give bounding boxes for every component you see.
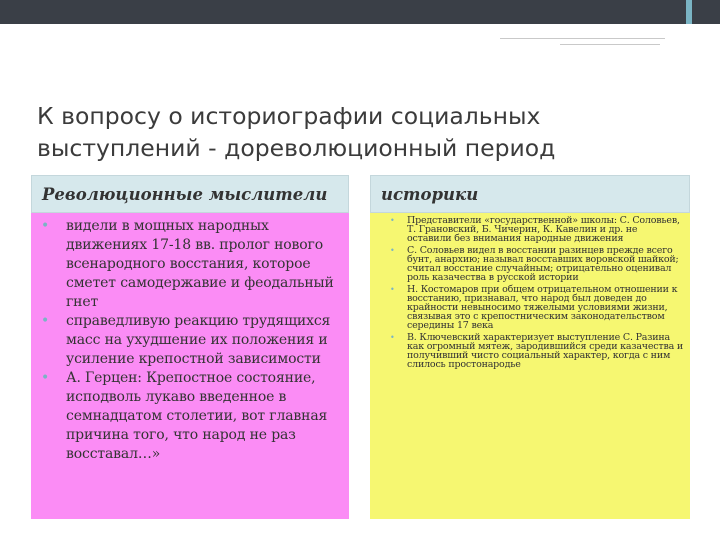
slide-title-line-1: К вопросу о историографии социальных [37, 102, 541, 130]
list-item [41, 217, 341, 312]
list-item [382, 216, 684, 243]
list-item-text: В. Ключевский характеризует выступление С. Разина как огромный мятеж, зародившийся среди казачества и получивший чисто социальный характер, когда с ним слилось простонародье [407, 332, 684, 370]
list-item-text: Представители «государственной» школы: С. Соловьев, Т. Грановский, Б. Чичерин, К. Кавелин и др. не оставили без внимания народные движения [407, 215, 680, 244]
slide-title [37, 100, 687, 164]
bullet-icon: • [390, 285, 395, 294]
list-item [382, 285, 684, 330]
list-item-text: справедливую реакцию трудящихся масс на ухудшение их положения и усиление крепостной зависимости [66, 313, 331, 367]
left-column-body [31, 213, 349, 519]
bullet-icon: • [390, 216, 395, 225]
top-bar-accent [686, 0, 692, 24]
list-item [41, 312, 341, 369]
decor-rule-1 [500, 38, 665, 39]
top-bar [0, 0, 720, 24]
right-column-header [370, 175, 690, 213]
slide-title-line-2: выступлений - дореволюционный период [37, 134, 556, 162]
bullet-icon: • [41, 313, 50, 329]
list-item-text: видели в мощных народных движениях 17-18 вв. пролог нового всенародного восстания, которое сметет самодержавие и феодальный гнет [66, 218, 334, 310]
left-column-header [31, 175, 349, 213]
decor-rule-2 [560, 44, 660, 45]
list-item-text: С. Соловьев видел в восстании разинцев прежде всего бунт, анархию; называл восставших воровской шайкой; считал восстание случайным; отрицательно оценивал роль казачества в русской истории [407, 245, 679, 283]
bullet-icon: • [41, 218, 50, 234]
list-item [382, 246, 684, 282]
list-item-text: Н. Костомаров при общем отрицательном отношении к восстанию, признавал, что народ был доведен до крайности невыносимо тяжелыми условиями жизни, связывая это с крепостническим законодательством середины 17 века [407, 284, 678, 331]
right-column-body [370, 213, 690, 519]
left-bullet-list [41, 217, 341, 464]
bullet-icon: • [390, 333, 395, 342]
bullet-icon: • [41, 370, 50, 386]
list-item [382, 333, 684, 369]
left-column-header-text: Революционные мыслители [42, 184, 328, 204]
right-bullet-list [382, 216, 684, 369]
right-column-header-text: историки [381, 184, 479, 204]
list-item [41, 369, 341, 464]
list-item-text: А. Герцен: Крепостное состояние, исподволь лукаво введенное в семнадцатом столетии, вот главная причина того, что народ не раз восставал…» [66, 370, 328, 462]
bullet-icon: • [390, 246, 395, 255]
